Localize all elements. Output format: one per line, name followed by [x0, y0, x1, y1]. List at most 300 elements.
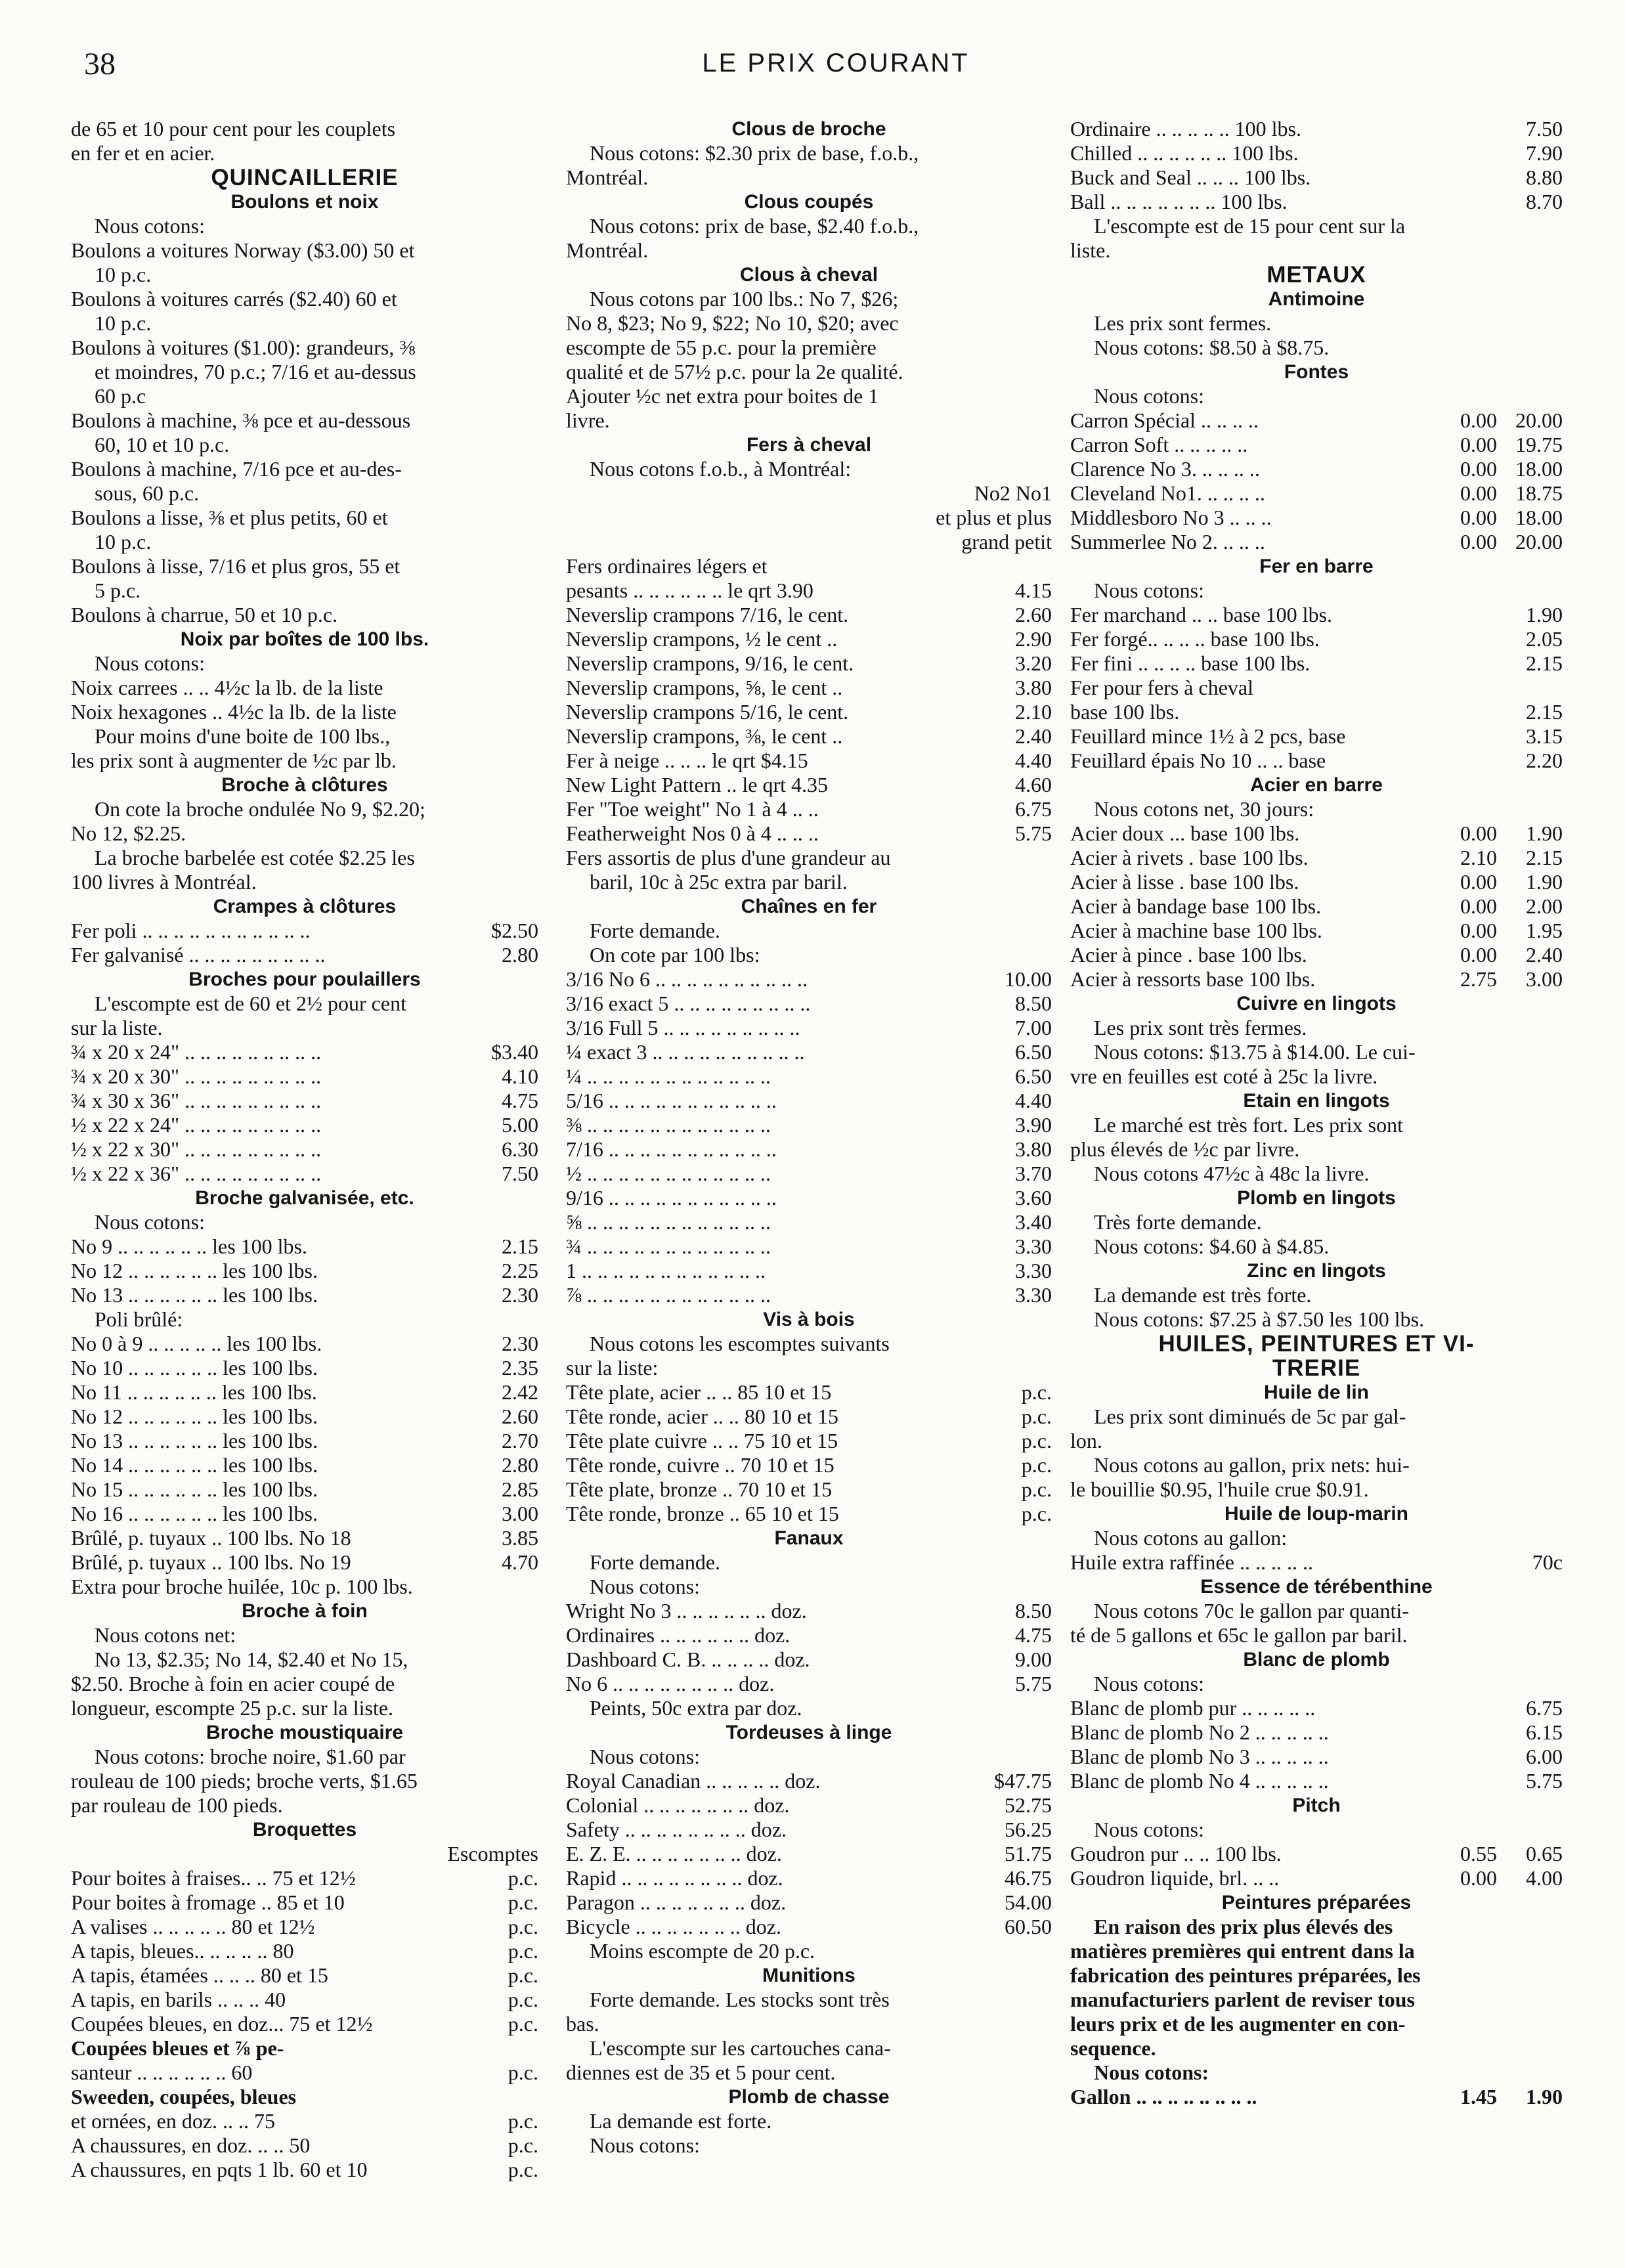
price-value: p.c.	[508, 1915, 538, 1938]
section-heading: TRERIE	[1272, 1356, 1361, 1380]
price-label: ⅝ .. .. .. .. .. .. .. .. .. .. .. ..	[566, 1210, 771, 1234]
price-row	[71, 1429, 538, 1453]
section-heading: Antimoine	[1268, 288, 1365, 310]
text-line: Les prix sont fermes.	[1094, 311, 1272, 335]
price-value: 6.00	[1526, 1745, 1563, 1768]
section-heading: Vis à bois	[763, 1309, 855, 1330]
price-row	[71, 1453, 538, 1477]
section-heading: Clous coupés	[744, 191, 874, 213]
price-label: ⅜ .. .. .. .. .. .. .. .. .. .. .. ..	[566, 1113, 771, 1137]
price-value: 1.90	[1526, 603, 1563, 626]
price-row	[71, 1939, 538, 1963]
price-row	[566, 1477, 1052, 1502]
price-value: 7.50	[1526, 117, 1563, 141]
price-row	[71, 1963, 538, 1988]
price-value-2: 20.00	[1515, 408, 1563, 432]
text-line: Nous cotons au gallon, prix nets: hui-	[1094, 1453, 1410, 1477]
price-label: Acier à bandage base 100 lbs.	[1070, 894, 1322, 918]
price-row	[71, 1550, 538, 1575]
price-label: 1 .. .. .. .. .. .. .. .. .. .. .. ..	[566, 1259, 766, 1282]
price-label: A tapis, étamées .. .. .. 80 et 15	[71, 1963, 328, 1987]
price-value: 1.45	[1460, 2085, 1497, 2108]
price-row	[1070, 165, 1563, 190]
text-line: Nous cotons:	[1094, 2061, 1209, 2084]
text-line: Peints, 50c extra par doz.	[590, 1696, 802, 1720]
price-label: ½ x 22 x 30" .. .. .. .. .. .. .. .. ..	[71, 1137, 322, 1161]
price-row	[566, 749, 1052, 773]
text-line: Fers ordinaires légers et	[566, 554, 768, 578]
text-line: Les prix sont très fermes.	[1094, 1016, 1307, 1039]
price-value: 7.00	[1015, 1016, 1052, 1039]
price-value: 4.10	[502, 1064, 538, 1088]
price-value: 2.80	[502, 1453, 538, 1477]
text-line: en fer et en acier.	[71, 141, 215, 165]
price-row	[566, 1405, 1052, 1429]
text-line: Nous cotons: prix de base, $2.40 f.o.b.,	[590, 214, 919, 238]
text-line: Nous cotons: $4.60 à $4.85.	[1094, 1234, 1330, 1258]
price-value: 2.75	[1460, 967, 1497, 991]
price-row	[71, 2109, 538, 2133]
price-value: p.c.	[508, 2061, 538, 2084]
price-row	[71, 1040, 538, 1064]
price-row	[71, 1283, 538, 1307]
price-value: 2.42	[502, 1380, 538, 1404]
price-value: p.c.	[1021, 1405, 1052, 1428]
price-label: ⅞ .. .. .. .. .. .. .. .. .. .. .. ..	[566, 1283, 771, 1307]
price-label: Chilled .. .. .. .. .. .. 100 lbs.	[1070, 141, 1299, 165]
price-value: 3.15	[1526, 724, 1563, 748]
price-value: 2.80	[502, 943, 538, 967]
section-heading: Noix par boîtes de 100 lbs.	[180, 628, 429, 650]
section-heading: QUINCAILLERIE	[211, 165, 399, 190]
price-label: A chaussures, en pqts 1 lb. 60 et 10	[71, 2158, 368, 2181]
price-value-2: 20.00	[1515, 530, 1563, 554]
price-row	[566, 992, 1052, 1016]
price-row	[1070, 724, 1563, 749]
column-header: Escomptes	[447, 1842, 538, 1865]
price-label: Gallon .. .. .. .. .. .. .. ..	[1070, 2085, 1257, 2108]
price-label: A valises .. .. .. .. .. 80 et 12½	[71, 1915, 315, 1938]
price-value: p.c.	[1021, 1502, 1052, 1525]
price-label: Acier à machine base 100 lbs.	[1070, 919, 1322, 942]
column-2	[566, 117, 1052, 2251]
price-label: ½ x 22 x 36" .. .. .. .. .. .. .. .. ..	[71, 1162, 322, 1185]
price-row	[71, 1356, 538, 1380]
price-value: 3.90	[1015, 1113, 1052, 1137]
price-value: 3.80	[1015, 1137, 1052, 1161]
price-value-2: 2.40	[1526, 943, 1563, 967]
price-value-2: 2.00	[1526, 894, 1563, 918]
price-row	[566, 1210, 1052, 1234]
price-row	[566, 1866, 1052, 1890]
text-line: le bouillie $0.95, l'huile crue $0.91.	[1070, 1477, 1369, 1501]
price-row	[1070, 749, 1563, 773]
price-value: 4.15	[1015, 578, 1052, 602]
price-value: 6.15	[1526, 1720, 1563, 1744]
price-label: No 15 .. .. .. .. .. .. les 100 lbs.	[71, 1477, 318, 1501]
section-heading: Broche galvanisée, etc.	[195, 1187, 414, 1209]
price-value: p.c.	[508, 1939, 538, 1963]
price-label: Tête plate, acier .. .. 85 10 et 15	[566, 1380, 832, 1404]
text-line: qualité et de 57½ p.c. pour la 2e qualité.	[566, 360, 903, 383]
text-line: L'escompte est de 60 et 2½ pour cent	[95, 992, 406, 1015]
price-value-2: 4.00	[1526, 1866, 1563, 1890]
price-row	[71, 943, 538, 967]
price-value: p.c.	[1021, 1380, 1052, 1404]
price-label: Carron Spécial .. .. .. ..	[1070, 408, 1259, 432]
price-row	[566, 1089, 1052, 1113]
price-row	[71, 1915, 538, 1939]
section-heading: Huile de lin	[1263, 1382, 1370, 1403]
price-row	[71, 1526, 538, 1550]
price-value: 2.30	[502, 1332, 538, 1355]
price-label: Ordinaire .. .. .. .. .. 100 lbs.	[1070, 117, 1301, 141]
text-line: manufacturiers parlent de reviser tous	[1070, 1988, 1415, 2011]
price-value: p.c.	[508, 1963, 538, 1987]
price-label: base 100 lbs.	[1070, 700, 1180, 724]
price-row	[1070, 530, 1563, 554]
price-value: $2.50	[491, 919, 538, 942]
price-row	[566, 797, 1052, 821]
text-line: vre en feuilles est coté à 25c la livre.	[1070, 1064, 1378, 1088]
text-line: Nous cotons:	[95, 214, 205, 238]
price-label: santeur .. .. .. .. .. .. 60	[71, 2061, 253, 2084]
price-value: $47.75	[994, 1769, 1052, 1793]
price-label: pesants .. .. .. .. .. .. le qrt 3.90	[566, 578, 813, 602]
price-row	[71, 1162, 538, 1186]
price-label: Fer à neige .. .. .. le qrt $4.15	[566, 749, 808, 772]
price-value: 4.70	[502, 1550, 538, 1574]
price-value: 8.50	[1015, 992, 1052, 1015]
section-heading: Fers à cheval	[746, 434, 872, 456]
price-row	[566, 967, 1052, 992]
text-line: livre.	[566, 408, 610, 432]
price-row	[566, 1113, 1052, 1137]
section-heading: Pitch	[1292, 1795, 1341, 1816]
price-value: 4.75	[502, 1089, 538, 1112]
section-heading: Broche à foin	[242, 1600, 368, 1622]
price-label: 7/16 .. .. .. .. .. .. .. .. .. .. ..	[566, 1137, 777, 1161]
price-value-2: 3.00	[1526, 967, 1563, 991]
section-heading: Broquettes	[252, 1819, 357, 1841]
section-heading: Fer en barre	[1259, 556, 1374, 577]
price-value: 8.80	[1526, 165, 1563, 189]
text-line: baril, 10c à 25c extra par baril.	[590, 870, 848, 894]
text-line: Forte demande.	[590, 1550, 721, 1574]
text-line: Nous cotons: $7.25 à $7.50 les 100 lbs.	[1094, 1307, 1425, 1331]
section-heading: Acier en barre	[1250, 774, 1383, 796]
price-label: Tête ronde, cuivre .. 70 10 et 15	[566, 1453, 834, 1477]
price-value-2: 18.00	[1515, 506, 1563, 529]
price-row	[1070, 943, 1563, 967]
text-line: 10 p.c.	[95, 530, 152, 554]
text-line: sous, 60 p.c.	[95, 481, 200, 505]
price-label: No 0 à 9 .. .. .. .. .. les 100 lbs.	[71, 1332, 322, 1355]
price-label: No 6 .. .. .. .. .. .. .. .. doz.	[566, 1672, 775, 1695]
price-label: ½ x 22 x 24" .. .. .. .. .. .. .. .. ..	[71, 1113, 322, 1137]
text-line: 60 p.c	[95, 384, 146, 408]
price-label: Coupées bleues, en doz... 75 et 12½	[71, 2012, 373, 2036]
price-label: Blanc de plomb pur .. .. .. .. ..	[1070, 1696, 1316, 1720]
price-row	[71, 1332, 538, 1356]
text-line: Nous cotons net, 30 jours:	[1094, 797, 1314, 821]
price-value: 2.70	[502, 1429, 538, 1452]
price-row	[1070, 651, 1563, 676]
text-line: Noix hexagones .. 4½c la lb. de la liste	[71, 700, 397, 724]
text-line: Nous cotons: $2.30 prix de base, f.o.b.,	[590, 141, 919, 165]
price-row	[71, 1137, 538, 1162]
text-line: On cote par 100 lbs:	[590, 943, 760, 967]
price-label: Pour boites à fromage .. 85 et 10	[71, 1890, 345, 1914]
text-line: escompte de 55 p.c. pour la première	[566, 336, 877, 359]
price-row	[71, 919, 538, 943]
price-label: Fer forgé.. .. .. .. base 100 lbs.	[1070, 627, 1320, 651]
price-row	[566, 700, 1052, 724]
price-value: 6.75	[1526, 1696, 1563, 1720]
price-label: Buck and Seal .. .. .. 100 lbs.	[1070, 165, 1311, 189]
price-value: 2.15	[1526, 651, 1563, 675]
text-line: Nous cotons:	[95, 651, 205, 675]
price-value: 2.35	[502, 1356, 538, 1380]
price-value: 4.60	[1015, 773, 1052, 796]
section-heading: Plomb de chasse	[728, 2086, 890, 2108]
text-line: de 65 et 10 pour cent pour les couplets	[71, 117, 396, 141]
text-line: 60, 10 et 10 p.c.	[95, 433, 230, 456]
price-label: Feuillard mince 1½ à 2 pcs, base	[1070, 724, 1346, 748]
price-row	[566, 1040, 1052, 1064]
text-line: Moins escompte de 20 p.c.	[590, 1939, 815, 1963]
price-value: 70c	[1532, 1550, 1563, 1574]
price-row	[71, 2061, 538, 2085]
price-label: 9/16 .. .. .. .. .. .. .. .. .. .. ..	[566, 1186, 777, 1210]
price-label: Huile extra raffinée .. .. .. .. ..	[1070, 1550, 1313, 1574]
price-value: 0.00	[1460, 433, 1497, 456]
text-line: Nous cotons:	[590, 1745, 700, 1768]
price-label: Bicycle .. .. .. .. .. .. .. doz.	[566, 1915, 781, 1938]
price-label: No 16 .. .. .. .. .. .. les 100 lbs.	[71, 1502, 318, 1525]
price-row	[1070, 1769, 1563, 1793]
price-row	[1070, 1745, 1563, 1769]
text-line: No 12, $2.25.	[71, 821, 186, 845]
column-1	[71, 117, 538, 2251]
text-line: On cote la broche ondulée No 9, $2.20;	[95, 797, 425, 821]
text-line: L'escompte sur les cartouches cana-	[590, 2036, 891, 2060]
price-row	[566, 1137, 1052, 1162]
text-line: 5 p.c.	[95, 578, 141, 602]
price-value: 2.10	[1015, 700, 1052, 724]
price-label: Colonial .. .. .. .. .. .. .. doz.	[566, 1793, 790, 1817]
price-label: A tapis, en barils .. .. .. 40	[71, 1988, 286, 2011]
price-row	[1070, 700, 1563, 724]
price-row	[71, 1405, 538, 1429]
price-row	[1070, 919, 1563, 943]
price-row	[566, 1453, 1052, 1477]
price-value-2: 2.15	[1526, 846, 1563, 869]
text-line: Forte demande. Les stocks sont très	[590, 1988, 890, 2011]
price-row	[1070, 1720, 1563, 1745]
price-value: 0.00	[1460, 457, 1497, 481]
section-heading: Broche à clôtures	[221, 774, 388, 796]
price-value: 3.60	[1015, 1186, 1052, 1210]
price-value: 7.90	[1526, 141, 1563, 165]
price-value: 0.00	[1460, 481, 1497, 505]
text-line: No 13, $2.35; No 14, $2.40 et No 15,	[95, 1647, 408, 1671]
section-heading: Blanc de plomb	[1243, 1649, 1390, 1670]
price-row	[566, 1162, 1052, 1186]
price-label: Acier à lisse . base 100 lbs.	[1070, 870, 1299, 894]
price-label: ½ .. .. .. .. .. .. .. .. .. .. .. ..	[566, 1162, 771, 1185]
price-value: 2.40	[1015, 724, 1052, 748]
price-label: Cleveland No1. .. .. .. ..	[1070, 481, 1265, 505]
price-label: et ornées, en doz. .. .. 75	[71, 2109, 276, 2133]
price-value: 7.50	[502, 1162, 538, 1185]
price-value: 4.40	[1015, 1089, 1052, 1112]
text-line: Boulons à voitures ($1.00): grandeurs, ⅜	[71, 336, 416, 359]
price-row	[1070, 408, 1563, 433]
price-value: p.c.	[1021, 1477, 1052, 1501]
text-line: Nous cotons:	[590, 1575, 700, 1598]
price-label: Neverslip crampons, ½ le cent ..	[566, 627, 838, 651]
price-value: 46.75	[1005, 1866, 1052, 1890]
price-row	[71, 1113, 538, 1137]
section-heading: Boulons et noix	[230, 191, 379, 213]
text-line: leurs prix et de les augmenter en con-	[1070, 2012, 1406, 2036]
price-value: 2.60	[502, 1405, 538, 1428]
text-line: Nous cotons:	[1094, 384, 1204, 408]
price-value: 0.00	[1460, 894, 1497, 918]
text-line: La demande est forte.	[590, 2109, 772, 2133]
text-line: Nous cotons:	[1094, 578, 1204, 602]
price-value: p.c.	[508, 1890, 538, 1914]
price-label: No 13 .. .. .. .. .. .. les 100 lbs.	[71, 1283, 318, 1307]
price-label: Featherweight Nos 0 à 4 .. .. ..	[566, 821, 819, 845]
text-line: sur la liste.	[71, 1016, 163, 1039]
price-value-2: 0.65	[1526, 1842, 1563, 1865]
price-label: ¾ x 20 x 30" .. .. .. .. .. .. .. .. ..	[71, 1064, 322, 1088]
text-line: Noix carrees .. .. 4½c la lb. de la liste	[71, 676, 383, 699]
price-row	[566, 1890, 1052, 1915]
price-value: 2.25	[502, 1259, 538, 1282]
price-value: 3.30	[1015, 1234, 1052, 1258]
price-row	[566, 603, 1052, 627]
price-row	[1070, 117, 1563, 141]
price-label: 3/16 No 6 .. .. .. .. .. .. .. .. .. ..	[566, 967, 808, 991]
price-label: No 13 .. .. .. .. .. .. les 100 lbs.	[71, 1429, 318, 1452]
price-row	[71, 1890, 538, 1915]
price-value: 2.15	[502, 1234, 538, 1258]
price-value: 5.75	[1526, 1769, 1563, 1793]
text-line: La broche barbelée est cotée $2.25 les	[95, 846, 415, 869]
price-row	[1070, 1696, 1563, 1720]
text-line: longueur, escompte 25 p.c. sur la liste.	[71, 1696, 394, 1720]
price-value-2: 1.90	[1526, 2085, 1563, 2108]
price-value-2: 1.95	[1526, 919, 1563, 942]
price-label: Brûlé, p. tuyaux .. 100 lbs. No 18	[71, 1526, 351, 1550]
text-line: Nous cotons 70c le gallon par quanti-	[1094, 1599, 1409, 1623]
text-line: Nous cotons au gallon:	[1094, 1526, 1288, 1550]
price-label: Acier doux ... base 100 lbs.	[1070, 821, 1300, 845]
text-line: Extra pour broche huilée, 10c p. 100 lbs.	[71, 1575, 413, 1598]
price-value: 0.00	[1460, 870, 1497, 894]
price-row	[71, 1502, 538, 1526]
price-value: 5.75	[1015, 1672, 1052, 1695]
price-row	[566, 1623, 1052, 1647]
price-value: 6.30	[502, 1137, 538, 1161]
text-line: sequence.	[1070, 2036, 1156, 2060]
price-row	[71, 1089, 538, 1113]
price-label: ¾ x 30 x 36" .. .. .. .. .. .. .. .. ..	[71, 1089, 322, 1112]
price-label: Acier à ressorts base 100 lbs.	[1070, 967, 1316, 991]
price-row	[71, 1380, 538, 1405]
text-line: Le marché est très fort. Les prix sont	[1094, 1113, 1403, 1137]
text-line: Fers assortis de plus d'une grandeur au	[566, 846, 891, 869]
price-row	[71, 1064, 538, 1089]
section-heading: Broche moustiquaire	[206, 1722, 404, 1743]
price-row	[566, 1259, 1052, 1283]
text-line: les prix sont à augmenter de ½c par lb.	[71, 749, 397, 772]
price-label: ¾ .. .. .. .. .. .. .. .. .. .. .. ..	[566, 1234, 771, 1258]
price-row	[1070, 894, 1563, 919]
price-value: 3.30	[1015, 1283, 1052, 1307]
price-label: ¾ x 20 x 24" .. .. .. .. .. .. .. .. ..	[71, 1040, 322, 1064]
price-value: p.c.	[1021, 1429, 1052, 1452]
price-label: Neverslip crampons, ⅜, le cent ..	[566, 724, 843, 748]
text-line: Montréal.	[566, 165, 649, 189]
text-line: sur la liste:	[566, 1356, 659, 1380]
price-value: $3.40	[491, 1040, 538, 1064]
price-row	[1070, 433, 1563, 457]
text-line: Nous cotons: $13.75 à $14.00. Le cui-	[1094, 1040, 1416, 1064]
text-line: 10 p.c.	[95, 263, 152, 286]
text-line: Nous cotons:	[590, 2133, 700, 2157]
text-line: Nous cotons: broche noire, $1.60 par	[95, 1745, 406, 1768]
column-header: et plus et plus	[936, 506, 1052, 529]
price-row	[566, 1915, 1052, 1939]
text-line: Montréal.	[566, 238, 649, 262]
text-line: Boulons à charrue, 50 et 10 p.c.	[71, 603, 338, 626]
price-label: Acier à rivets . base 100 lbs.	[1070, 846, 1309, 869]
text-line: liste.	[1070, 238, 1111, 262]
price-label: Wright No 3 .. .. .. .. .. .. doz.	[566, 1599, 807, 1623]
text-line: par rouleau de 100 pieds.	[71, 1793, 283, 1817]
price-label: Fer marchand .. .. base 100 lbs.	[1070, 603, 1333, 626]
price-label: Tête plate, bronze .. 70 10 et 15	[566, 1477, 833, 1501]
text-line: et moindres, 70 p.c.; 7/16 et au-dessus	[95, 360, 416, 383]
price-row	[71, 1988, 538, 2012]
price-value: 0.55	[1460, 1842, 1497, 1865]
price-row	[1070, 457, 1563, 481]
page-number: 38	[84, 47, 116, 81]
price-value: 0.00	[1460, 530, 1497, 554]
price-value: 5.00	[502, 1113, 538, 1137]
text-line: Forte demande.	[590, 919, 721, 942]
price-label: Ordinaires .. .. .. .. .. .. doz.	[566, 1623, 791, 1647]
price-label: Ball .. .. .. .. .. .. .. 100 lbs.	[1070, 190, 1288, 213]
text-line: Sweeden, coupées, bleues	[71, 2085, 297, 2108]
price-label: No 12 .. .. .. .. .. .. les 100 lbs.	[71, 1405, 318, 1428]
section-heading: METAUX	[1267, 263, 1366, 287]
price-value: p.c.	[1021, 1453, 1052, 1477]
price-label: No 11 .. .. .. .. .. .. les 100 lbs.	[71, 1380, 317, 1404]
price-row	[566, 724, 1052, 749]
price-label: Brûlé, p. tuyaux .. 100 lbs. No 19	[71, 1550, 351, 1574]
price-label: Tête plate cuivre .. .. 75 10 et 15	[566, 1429, 838, 1452]
price-label: Safety .. .. .. .. .. .. .. .. doz.	[566, 1818, 787, 1841]
price-value: 10.00	[1005, 967, 1052, 991]
price-label: Paragon .. .. .. .. .. .. .. doz.	[566, 1890, 787, 1914]
text-line: 100 livres à Montréal.	[71, 870, 257, 894]
text-line: Boulons à machine, ⅜ pce et au-dessous	[71, 408, 411, 432]
